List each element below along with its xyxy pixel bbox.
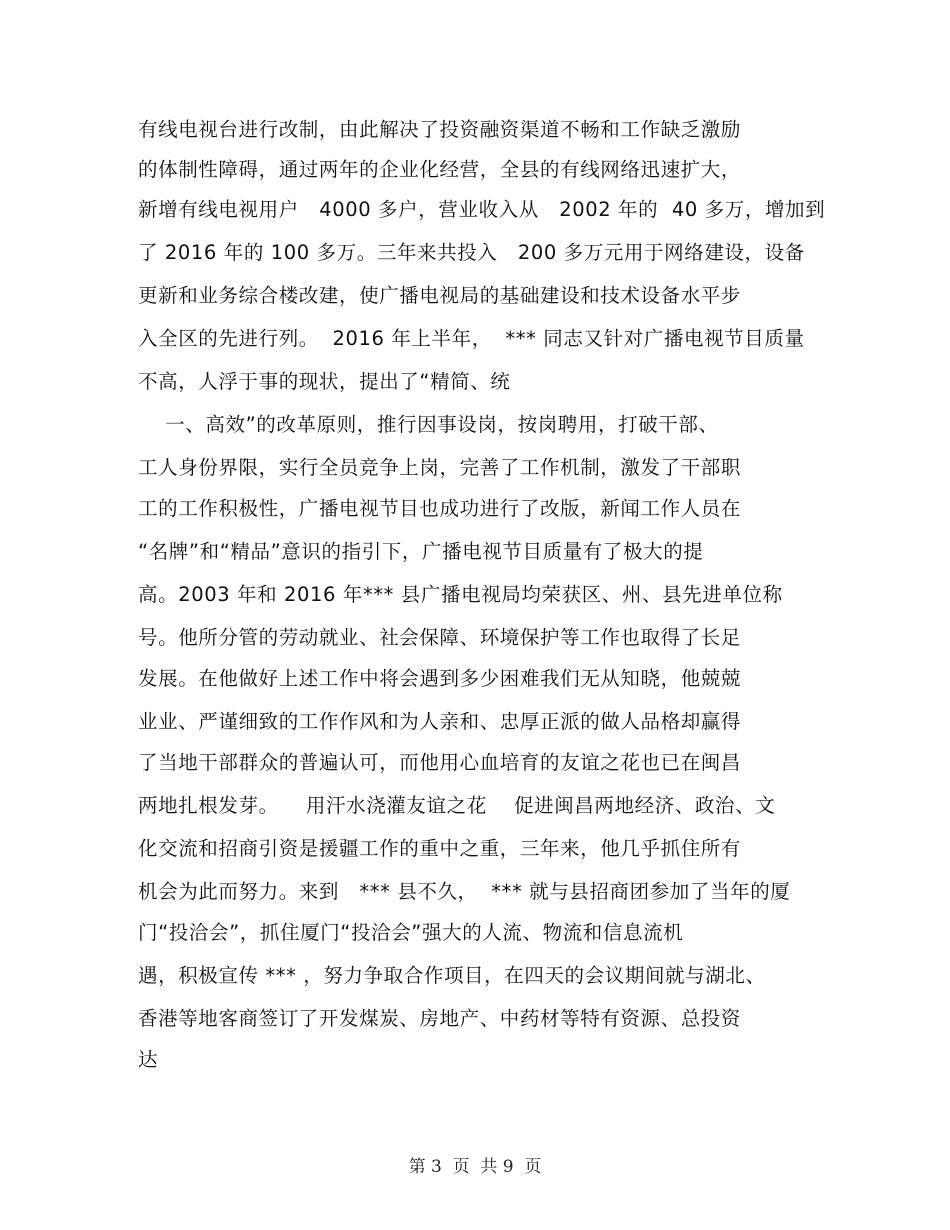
text-line: 工的工作积极性，广播电视节目也成功进行了改版，新闻工作人员在 xyxy=(138,497,742,520)
text-line: 新增有线电视用户 4000 多户，营业收入从 2002 年的 40 多万，增加到 xyxy=(138,198,826,221)
text-line: 了 2016 年的 100 多万。三年来共投入 200 多万元用于网络建设，设备 xyxy=(138,241,805,264)
text-line: 发展。在他做好上述工作中将会遇到多少困难我们无从知晓，他兢兢 xyxy=(138,667,742,690)
text-line: 机会为此而努力。来到 *** 县不久， *** 就与县招商团参加了当年的厦 xyxy=(138,880,791,903)
text-line: 有线电视台进行改制，由此解决了投资融资渠道不畅和工作缺乏激励 xyxy=(138,118,742,141)
text-line: 香港等地客商签订了开发煤炭、房地产、中药材等特有资源、总投资 xyxy=(138,1007,742,1030)
text-line: 一、高效”的改革原则，推行因事设岗，按岗聘用，打破干部、 xyxy=(138,413,719,436)
text-line: 高。2003 年和 2016 年*** 县广播电视局均荣获区、州、县先进单位称 xyxy=(138,583,783,606)
text-line: 不高，人浮于事的现状，提出了“精简、统 xyxy=(138,370,511,393)
text-line: 了当地干部群众的普遍认可，而他用心血培育的友谊之花也已在闽昌 xyxy=(138,751,742,774)
text-line: 号。他所分管的劳动就业、社会保障、环境保护等工作也取得了长足 xyxy=(138,626,742,649)
text-line: 化交流和招商引资是援疆工作的重中之重，三年来，他几乎抓住所有 xyxy=(138,837,742,860)
text-line: 达 xyxy=(138,1048,159,1071)
page-number-footer: 第 3 页 共 9 页 xyxy=(408,1157,542,1177)
text-line: “名牌”和“精品”意识的指引下，广播电视节目质量有了极大的提 xyxy=(138,540,704,563)
text-line: 两地扎根发芽。 用汗水浇灌友谊之花 促进闽昌两地经济、政治、文 xyxy=(138,794,776,817)
text-line: 门“投洽会”，抓住厦门“投洽会”强大的人流、物流和信息流机 xyxy=(138,921,684,944)
text-line: 更新和业务综合楼改建，使广播电视局的基础建设和技术设备水平步 xyxy=(138,284,742,307)
text-line: 业业、严谨细致的工作作风和为人亲和、忠厚正派的做人品格却赢得 xyxy=(138,710,742,733)
text-line: 入全区的先进行列。 2016 年上半年， *** 同志又针对广播电视节目质量 xyxy=(138,327,805,350)
text-line: 的体制性障碍，通过两年的企业化经营，全县的有线网络迅速扩大， xyxy=(138,158,742,181)
text-line: 遇，积极宣传 *** ，努力争取合作项目，在四天的会议期间就与湖北、 xyxy=(138,964,766,987)
text-line: 工人身份界限，实行全员竞争上岗，完善了工作机制，激发了干部职 xyxy=(138,456,742,479)
